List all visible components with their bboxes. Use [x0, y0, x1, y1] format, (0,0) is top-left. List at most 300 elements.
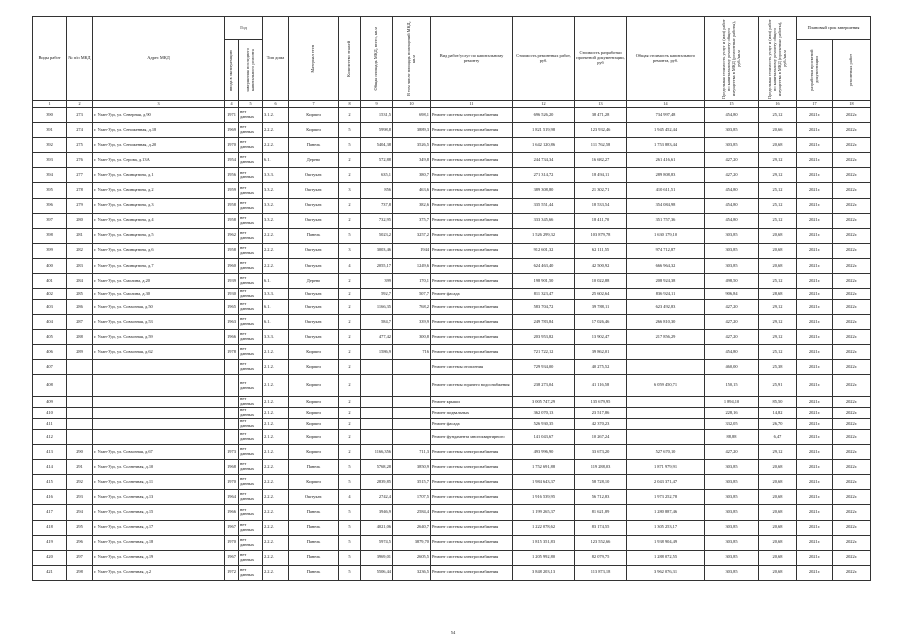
header-house-type: Тип дома: [263, 17, 289, 101]
planned-repair-cell: 2022г.: [833, 243, 871, 258]
wall-material-cell: Кирпич: [289, 360, 339, 375]
work-kind-cell: Ремонт системы электроснабжения: [431, 123, 513, 138]
last-repair-cell: нет данных: [239, 419, 263, 430]
limit-design-cell: 20,68: [759, 138, 797, 153]
wall-material-cell: Оштукат.: [289, 168, 339, 183]
total-cost-cell: 351 757,36: [627, 213, 705, 228]
column-number: 14: [627, 101, 705, 108]
table-row: [33, 289, 871, 300]
repair-cost-cell: 1 821 519,98: [513, 123, 575, 138]
table-row: [33, 475, 871, 490]
house-type-cell: 6.1.: [263, 299, 289, 314]
house-type-cell: 3.3.2.: [263, 213, 289, 228]
limit-design-cell: 20,68: [759, 243, 797, 258]
work-kind-cell: Ремонт системы электроснабжения: [431, 243, 513, 258]
limit-design-cell: 6,47: [759, 429, 797, 444]
total-area-cell: 856: [361, 183, 393, 198]
work-type-cell: 396: [33, 198, 67, 213]
table-row: [33, 330, 871, 345]
address-cell: г. Улан-Удэ, ул. Солнечная, д.19: [93, 550, 225, 565]
work-type-cell: 411: [33, 419, 67, 430]
column-number: 7: [289, 101, 339, 108]
column-number: 17: [797, 101, 833, 108]
header-work-type: Виды работ: [33, 17, 67, 101]
address-cell: г. Улан-Удэ, ул. Солнечная, д.11: [93, 475, 225, 490]
house-type-cell: 2.2.2.: [263, 475, 289, 490]
repair-cost-cell: 526 930,35: [513, 419, 575, 430]
planned-repair-cell: 2022г.: [833, 490, 871, 505]
limit-repair-cell: 427,20: [705, 153, 759, 168]
total-area-cell: 592,7: [361, 289, 393, 300]
wall-material-cell: Дерево: [289, 274, 339, 289]
work-type-cell: 392: [33, 138, 67, 153]
table-row: [33, 408, 871, 419]
total-cost-cell: 1 753 883,44: [627, 138, 705, 153]
planned-repair-cell: 2022г.: [833, 153, 871, 168]
last-repair-cell: нет данных: [239, 429, 263, 444]
column-number: 18: [833, 101, 871, 108]
limit-design-cell: 20,68: [759, 490, 797, 505]
limit-design-cell: 14,82: [759, 408, 797, 419]
last-repair-cell: нет данных: [239, 299, 263, 314]
house-type-cell: 2.2.2.: [263, 550, 289, 565]
column-number: 15: [705, 101, 759, 108]
header-planned-repair: ремонтных работ: [833, 40, 871, 101]
mkd-number-cell: [67, 397, 93, 408]
mkd-number-cell: 277: [67, 168, 93, 183]
column-number: 9: [361, 101, 393, 108]
premises-area-cell: 698,1: [393, 108, 431, 123]
house-type-cell: 2.2.2.: [263, 460, 289, 475]
premises-area-cell: [393, 419, 431, 430]
planned-design-cell: 2021г.: [797, 228, 833, 243]
mkd-number-cell: 284: [67, 274, 93, 289]
work-kind-cell: Ремонт системы горячего водоснабжения: [431, 375, 513, 397]
total-cost-cell: 1 871 979,91: [627, 460, 705, 475]
limit-repair-cell: 303,85: [705, 535, 759, 550]
mkd-number-cell: 288: [67, 330, 93, 345]
total-area-cell: [361, 375, 393, 397]
planned-repair-cell: 2022г.: [833, 258, 871, 273]
work-type-cell: 395: [33, 183, 67, 198]
total-area-cell: 1166,35: [361, 299, 393, 314]
planned-design-cell: 2021г.: [797, 419, 833, 430]
wall-material-cell: Оштукат.: [289, 243, 339, 258]
total-cost-cell: 289 808,83: [627, 168, 705, 183]
planned-repair-cell: 2022г.: [833, 375, 871, 397]
mkd-number-cell: [67, 408, 93, 419]
mkd-number-cell: 286: [67, 299, 93, 314]
planned-design-cell: 2021г.: [797, 168, 833, 183]
limit-design-cell: 20,68: [759, 460, 797, 475]
address-cell: г. Улан-Удэ, ул. Свинцатина, д.5: [93, 228, 225, 243]
limit-design-cell: 25,91: [759, 375, 797, 397]
work-type-cell: 407: [33, 360, 67, 375]
table-row: [33, 535, 871, 550]
planned-repair-cell: 2022г.: [833, 198, 871, 213]
planned-repair-cell: 2022г.: [833, 429, 871, 444]
floors-cell: 2: [339, 198, 361, 213]
work-kind-cell: Ремонт фундамента многоквартирного: [431, 429, 513, 444]
planned-repair-cell: 2022г.: [833, 299, 871, 314]
work-kind-cell: Ремонт системы электроснабжения: [431, 198, 513, 213]
header-year-group: Год: [225, 17, 263, 40]
address-cell: [93, 408, 225, 419]
premises-area-cell: 2584,4: [393, 505, 431, 520]
floors-cell: 2: [339, 419, 361, 430]
address-cell: [93, 397, 225, 408]
address-cell: г. Улан-Удэ, ул. Солнечная, д.2: [93, 565, 225, 580]
commission-year-cell: 1965: [225, 299, 239, 314]
design-cost-cell: 103 879,78: [575, 228, 627, 243]
work-kind-cell: Ремонт фасада: [431, 419, 513, 430]
total-cost-cell: 1 973 252,78: [627, 490, 705, 505]
floors-cell: 2: [339, 375, 361, 397]
table-row: [33, 445, 871, 460]
work-type-cell: 393: [33, 153, 67, 168]
work-type-cell: 406: [33, 345, 67, 360]
work-kind-cell: Ремонт системы электроснабжения: [431, 520, 513, 535]
total-area-cell: 1166,356: [361, 445, 393, 460]
work-type-cell: 399: [33, 243, 67, 258]
total-cost-cell: 666 964,32: [627, 258, 705, 273]
mkd-number-cell: 289: [67, 345, 93, 360]
commission-year-cell: 1970: [225, 138, 239, 153]
repair-cost-cell: 3 005 747,29: [513, 397, 575, 408]
total-cost-cell: [627, 397, 705, 408]
column-number: 12: [513, 101, 575, 108]
floors-cell: 2: [339, 274, 361, 289]
table-row: [33, 565, 871, 580]
work-kind-cell: Ремонт системы электроснабжения: [431, 475, 513, 490]
limit-repair-cell: 303,85: [705, 520, 759, 535]
mkd-number-cell: 276: [67, 153, 93, 168]
repair-cost-cell: 493 996,90: [513, 445, 575, 460]
work-type-cell: 418: [33, 520, 67, 535]
design-cost-cell: 16 682,27: [575, 153, 627, 168]
planned-design-cell: 2021г.: [797, 274, 833, 289]
mkd-number-cell: 297: [67, 550, 93, 565]
column-number: 16: [759, 101, 797, 108]
floors-cell: 2: [339, 330, 361, 345]
commission-year-cell: 1967: [225, 550, 239, 565]
table-row: [33, 274, 871, 289]
planned-design-cell: 2021г.: [797, 345, 833, 360]
work-kind-cell: Ремонт системы электроснабжения: [431, 108, 513, 123]
repair-cost-cell: 1 526 299,32: [513, 228, 575, 243]
limit-repair-cell: 454,80: [705, 108, 759, 123]
design-cost-cell: 13 902,47: [575, 330, 627, 345]
limit-repair-cell: 303,85: [705, 475, 759, 490]
planned-repair-cell: 2022г.: [833, 397, 871, 408]
floors-cell: 2: [339, 345, 361, 360]
limit-repair-cell: 303,85: [705, 460, 759, 475]
work-kind-cell: Ремонт системы электроснабжения: [431, 505, 513, 520]
table-row: [33, 375, 871, 397]
last-repair-cell: нет данных: [239, 289, 263, 300]
total-cost-cell: 974 712,87: [627, 243, 705, 258]
design-cost-cell: 39 788,11: [575, 299, 627, 314]
design-cost-cell: 10 267,24: [575, 429, 627, 444]
design-cost-cell: 18 533,54: [575, 198, 627, 213]
column-number-row: [33, 101, 871, 108]
limit-design-cell: 20,68: [759, 520, 797, 535]
premises-area-cell: 300,8: [393, 330, 431, 345]
repair-cost-cell: 1 199 265,37: [513, 505, 575, 520]
limit-repair-cell: 427,20: [705, 445, 759, 460]
table-row: [33, 397, 871, 408]
repair-program-table: [32, 16, 871, 581]
repair-cost-cell: 3 848 203,13: [513, 565, 575, 580]
planned-repair-cell: 2022г.: [833, 289, 871, 300]
address-cell: г. Улан-Удэ, ул. Совхозная, д.62: [93, 345, 225, 360]
header-planned-design: разработки проектной документации: [797, 40, 833, 101]
address-cell: [93, 360, 225, 375]
planned-repair-cell: 2022г.: [833, 360, 871, 375]
total-cost-cell: 623 492,83: [627, 299, 705, 314]
address-cell: г. Улан-Удэ, ул. Сеноженная, д.18: [93, 123, 225, 138]
planned-design-cell: 2021г.: [797, 397, 833, 408]
total-area-cell: 5506,44: [361, 565, 393, 580]
commission-year-cell: [225, 419, 239, 430]
repair-cost-cell: 335 551,44: [513, 198, 575, 213]
limit-repair-cell: 454,80: [705, 183, 759, 198]
work-type-cell: 421: [33, 565, 67, 580]
wall-material-cell: Дерево: [289, 153, 339, 168]
total-cost-cell: 734 997,48: [627, 108, 705, 123]
total-area-cell: 2742,4: [361, 490, 393, 505]
design-cost-cell: 58 728,10: [575, 475, 627, 490]
work-kind-cell: Ремонт системы электроснабжения: [431, 445, 513, 460]
planned-design-cell: 2021г.: [797, 330, 833, 345]
address-cell: г. Улан-Удэ, ул. Совхозная, д.67: [93, 445, 225, 460]
commission-year-cell: 1967: [225, 520, 239, 535]
limit-repair-cell: 332,05: [705, 419, 759, 430]
premises-area-cell: 3850,9: [393, 460, 431, 475]
floors-cell: 2: [339, 445, 361, 460]
house-type-cell: 2.2.2.: [263, 258, 289, 273]
premises-area-cell: 1249,6: [393, 258, 431, 273]
floors-cell: 5: [339, 228, 361, 243]
commission-year-cell: [225, 429, 239, 444]
mkd-number-cell: [67, 375, 93, 397]
work-type-cell: 412: [33, 429, 67, 444]
mkd-number-cell: 298: [67, 565, 93, 580]
premises-area-cell: 380,7: [393, 168, 431, 183]
commission-year-cell: 1962: [225, 228, 239, 243]
address-cell: г. Улан-Удэ, ул. Серова, д.13А: [93, 153, 225, 168]
premises-area-cell: [393, 429, 431, 444]
table-row: [33, 490, 871, 505]
header-repair-cost: Стоимость ремонтных работ, руб.: [513, 17, 575, 101]
column-number: 8: [339, 101, 361, 108]
design-cost-cell: 113 873,18: [575, 565, 627, 580]
limit-repair-cell: 427,20: [705, 168, 759, 183]
floors-cell: 5: [339, 505, 361, 520]
repair-cost-cell: 1 916 539,95: [513, 490, 575, 505]
floors-cell: 2: [339, 397, 361, 408]
last-repair-cell: нет данных: [239, 198, 263, 213]
wall-material-cell: Панель: [289, 565, 339, 580]
limit-repair-cell: 454,80: [705, 198, 759, 213]
last-repair-cell: нет данных: [239, 183, 263, 198]
total-area-cell: 2839,85: [361, 475, 393, 490]
floors-cell: 2: [339, 408, 361, 419]
limit-design-cell: 29,12: [759, 168, 797, 183]
column-number: 1: [33, 101, 67, 108]
house-type-cell: 2.2.2.: [263, 565, 289, 580]
limit-repair-cell: 88,88: [705, 429, 759, 444]
limit-repair-cell: 303,85: [705, 565, 759, 580]
last-repair-cell: нет данных: [239, 153, 263, 168]
total-cost-cell: 1 305 253,17: [627, 520, 705, 535]
wall-material-cell: Панель: [289, 535, 339, 550]
planned-design-cell: 2021г.: [797, 289, 833, 300]
limit-repair-cell: 228,16: [705, 408, 759, 419]
planned-design-cell: 2021г.: [797, 475, 833, 490]
house-type-cell: 2.1.2.: [263, 360, 289, 375]
page-number: 54: [450, 630, 456, 635]
premises-area-cell: 711,3: [393, 445, 431, 460]
table-row: [33, 108, 871, 123]
premises-area-cell: 3515,7: [393, 475, 431, 490]
house-type-cell: 6.1.: [263, 315, 289, 330]
floors-cell: 4: [339, 258, 361, 273]
column-number: 11: [431, 101, 513, 108]
repair-cost-cell: 271 314,72: [513, 168, 575, 183]
planned-repair-cell: 2022г.: [833, 445, 871, 460]
planned-repair-cell: 2022г.: [833, 475, 871, 490]
total-cost-cell: 261 416,61: [627, 153, 705, 168]
table-row: [33, 299, 871, 314]
table-row: [33, 183, 871, 198]
house-type-cell: 2.1.2.: [263, 397, 289, 408]
address-cell: г. Улан-Удэ, ул. Солнечная, д.18: [93, 535, 225, 550]
limit-design-cell: 29,12: [759, 299, 797, 314]
wall-material-cell: Кирпич: [289, 419, 339, 430]
address-cell: [93, 375, 225, 397]
mkd-number-cell: [67, 360, 93, 375]
premises-area-cell: 2640,7: [393, 520, 431, 535]
total-area-cell: 5404,38: [361, 138, 393, 153]
floors-cell: 5: [339, 123, 361, 138]
wall-material-cell: Оштукат.: [289, 299, 339, 314]
limit-design-cell: 20,68: [759, 505, 797, 520]
house-type-cell: 6.1.: [263, 274, 289, 289]
limit-design-cell: 20,68: [759, 475, 797, 490]
planned-repair-cell: 2022г.: [833, 460, 871, 475]
house-type-cell: 2.1.2.: [263, 375, 289, 397]
total-area-cell: 572,88: [361, 153, 393, 168]
commission-year-cell: 1972: [225, 565, 239, 580]
planned-design-cell: 2021г.: [797, 429, 833, 444]
wall-material-cell: Оштукат.: [289, 183, 339, 198]
total-area-cell: 3969,01: [361, 550, 393, 565]
mkd-number-cell: 278: [67, 183, 93, 198]
table-row: [33, 258, 871, 273]
wall-material-cell: Оштукат.: [289, 330, 339, 345]
work-kind-cell: Ремонт системы электроснабжения: [431, 274, 513, 289]
planned-design-cell: 2021г.: [797, 183, 833, 198]
limit-repair-cell: 303,85: [705, 228, 759, 243]
planned-design-cell: 2021г.: [797, 258, 833, 273]
planned-repair-cell: 2022г.: [833, 138, 871, 153]
table-row: [33, 153, 871, 168]
work-kind-cell: Ремонт системы электроснабжения: [431, 153, 513, 168]
header-limit-repair: Предельная стоимость услуг и (или) работ по капитальному ремонту общего имущества в МКД (ремонтные работы), руб./кв.м: [705, 17, 759, 101]
commission-year-cell: 1930: [225, 289, 239, 300]
table-row: [33, 198, 871, 213]
work-type-cell: 403: [33, 299, 67, 314]
premises-area-cell: [393, 360, 431, 375]
wall-material-cell: Кирпич: [289, 408, 339, 419]
address-cell: г. Улан-Удэ, ул. Солнечная, д.17: [93, 520, 225, 535]
address-cell: г. Улан-Удэ, ул. Солнечная, д.13: [93, 490, 225, 505]
commission-year-cell: 1958: [225, 243, 239, 258]
total-cost-cell: [627, 345, 705, 360]
table-row: [33, 520, 871, 535]
column-number: 13: [575, 101, 627, 108]
work-kind-cell: Ремонт системы электроснабжения: [431, 535, 513, 550]
limit-design-cell: 25,12: [759, 108, 797, 123]
design-cost-cell: 42 500,92: [575, 258, 627, 273]
limit-repair-cell: 460,00: [705, 360, 759, 375]
table-row: [33, 505, 871, 520]
column-number: 5: [239, 101, 263, 108]
design-cost-cell: 21 302,71: [575, 183, 627, 198]
last-repair-cell: нет данных: [239, 375, 263, 397]
commission-year-cell: 1958: [225, 213, 239, 228]
planned-design-cell: 2021г.: [797, 520, 833, 535]
last-repair-cell: нет данных: [239, 345, 263, 360]
design-cost-cell: 135 679,95: [575, 397, 627, 408]
floors-cell: 5: [339, 520, 361, 535]
commission-year-cell: 1969: [225, 123, 239, 138]
work-type-cell: 391: [33, 123, 67, 138]
premises-area-cell: 2605,5: [393, 550, 431, 565]
wall-material-cell: Панель: [289, 550, 339, 565]
total-area-cell: 2055,17: [361, 258, 393, 273]
premises-area-cell: 339,9: [393, 315, 431, 330]
limit-repair-cell: 303,85: [705, 505, 759, 520]
commission-year-cell: 1959: [225, 183, 239, 198]
total-area-cell: 4021,06: [361, 520, 393, 535]
floors-cell: 5: [339, 550, 361, 565]
total-cost-cell: 6 059 450,71: [627, 375, 705, 397]
design-cost-cell: 111 762,58: [575, 138, 627, 153]
table-row: [33, 213, 871, 228]
total-cost-cell: 410 611,51: [627, 183, 705, 198]
last-repair-cell: нет данных: [239, 490, 263, 505]
repair-cost-cell: 729 934,00: [513, 360, 575, 375]
header-address: Адрес МКД: [93, 17, 225, 101]
total-cost-cell: [627, 360, 705, 375]
last-repair-cell: нет данных: [239, 445, 263, 460]
work-kind-cell: Ремонт фасада: [431, 289, 513, 300]
work-kind-cell: Ремонт системы электроснабжения: [431, 168, 513, 183]
repair-cost-cell: 912 601,32: [513, 243, 575, 258]
wall-material-cell: Оштукат.: [289, 315, 339, 330]
total-area-cell: [361, 429, 393, 444]
design-cost-cell: 119 288,03: [575, 460, 627, 475]
table-body: [33, 108, 871, 581]
repair-cost-cell: 624 463,40: [513, 258, 575, 273]
repair-cost-cell: 1 984 643,37: [513, 475, 575, 490]
planned-design-cell: 2021г.: [797, 460, 833, 475]
limit-design-cell: 20,68: [759, 258, 797, 273]
house-type-cell: 3.3.3.: [263, 289, 289, 300]
address-cell: г. Улан-Удэ, ул. Свинцатина, д.7: [93, 258, 225, 273]
